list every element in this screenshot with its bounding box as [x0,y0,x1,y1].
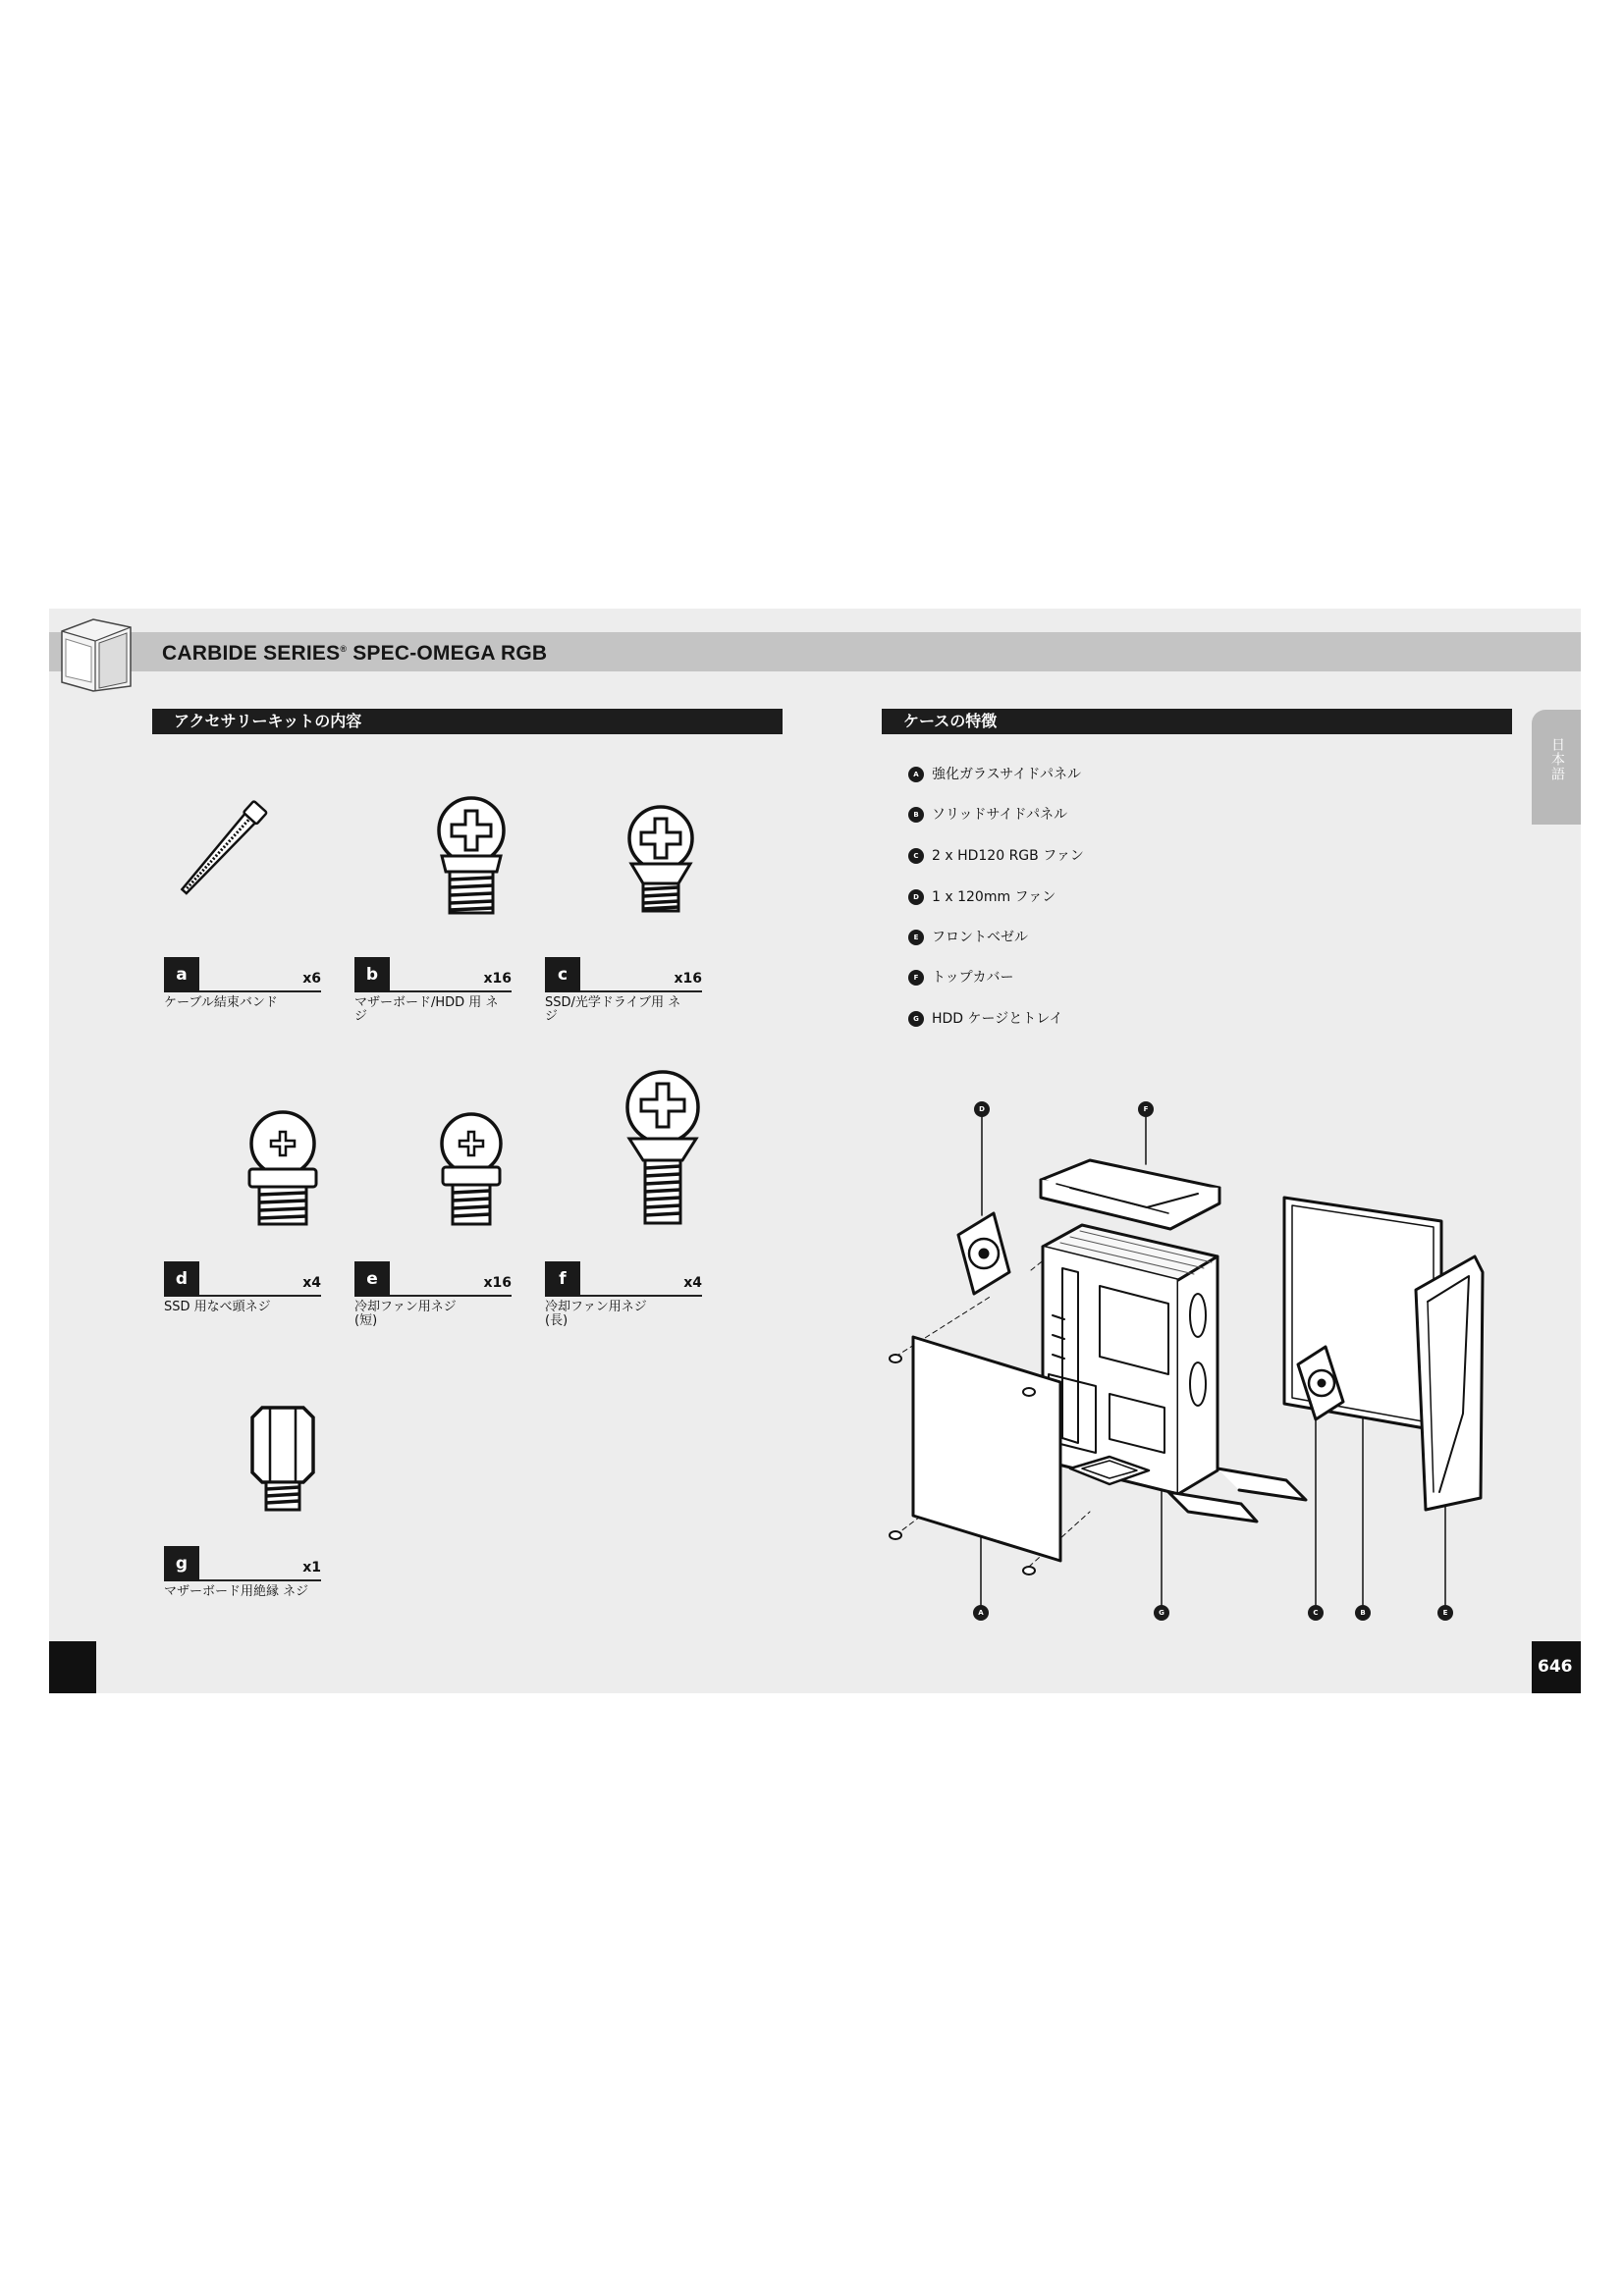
accessory-label: SSD 用なべ頭ネジ [164,1300,271,1314]
page-title: CARBIDE SERIES® SPEC-OMEGA RGB [162,642,548,665]
accessory-quantity: x4 [683,1275,702,1291]
feature-letter: F [908,970,924,986]
diagram-callout-a: A [973,1605,989,1621]
accessory-quantity: x4 [302,1275,321,1291]
accessory-quantity: x16 [483,1275,512,1291]
diagram-callout-c: C [1308,1605,1324,1621]
language-tab-label: 日本語 [1549,737,1565,781]
feature-text: ソリッドサイドパネル [932,807,1068,823]
feature-letter: D [908,889,924,905]
accessory-letter: d [164,1261,199,1297]
exploded-case-diagram [49,609,1581,1693]
feature-letter: A [908,767,924,782]
feature-letter: E [908,930,924,945]
diagram-callout-b: B [1355,1605,1371,1621]
feature-text: HDD ケージとトレイ [932,1011,1063,1027]
accessory-letter: c [545,957,580,992]
accessory-quantity: x1 [302,1560,321,1575]
accessory-label: マザーボード用絶縁 ネジ [164,1584,309,1599]
manual-spread [49,609,1581,1693]
accessory-label: マザーボード/HDD 用 ネジ [354,995,499,1024]
footer-block-left [49,1641,96,1693]
diagram-callout-d: D [974,1101,990,1117]
accessory-letter: e [354,1261,390,1297]
feature-text: 強化ガラスサイドパネル [932,767,1082,782]
feature-letter: B [908,807,924,823]
accessory-quantity: x16 [483,971,512,987]
page-number: 646 [1538,1657,1573,1677]
feature-text: 1 x 120mm ファン [932,889,1056,905]
accessory-quantity: x6 [302,971,321,987]
accessory-label: ケーブル結束バンド [164,995,278,1010]
accessory-label: SSD/光学ドライブ用 ネジ [545,995,681,1024]
feature-text: フロントベゼル [932,930,1028,945]
accessories-section-title: アクセサリーキットの内容 [152,709,783,734]
accessory-letter: g [164,1546,199,1581]
feature-text: トップカバー [932,970,1014,986]
accessory-quantity: x16 [674,971,702,987]
diagram-callout-e: E [1437,1605,1453,1621]
diagram-callout-g: G [1154,1605,1169,1621]
footer-block-right [1532,1641,1581,1693]
accessory-letter: a [164,957,199,992]
accessory-label: 冷却ファン用ネジ (短) [354,1300,457,1328]
feature-text: 2 x HD120 RGB ファン [932,848,1084,864]
features-section-title: ケースの特徴 [882,709,1512,734]
diagram-callout-f: F [1138,1101,1154,1117]
accessory-letter: f [545,1261,580,1297]
feature-letter: G [908,1011,924,1027]
accessory-label: 冷却ファン用ネジ (長) [545,1300,647,1328]
accessory-letter: b [354,957,390,992]
feature-letter: C [908,848,924,864]
